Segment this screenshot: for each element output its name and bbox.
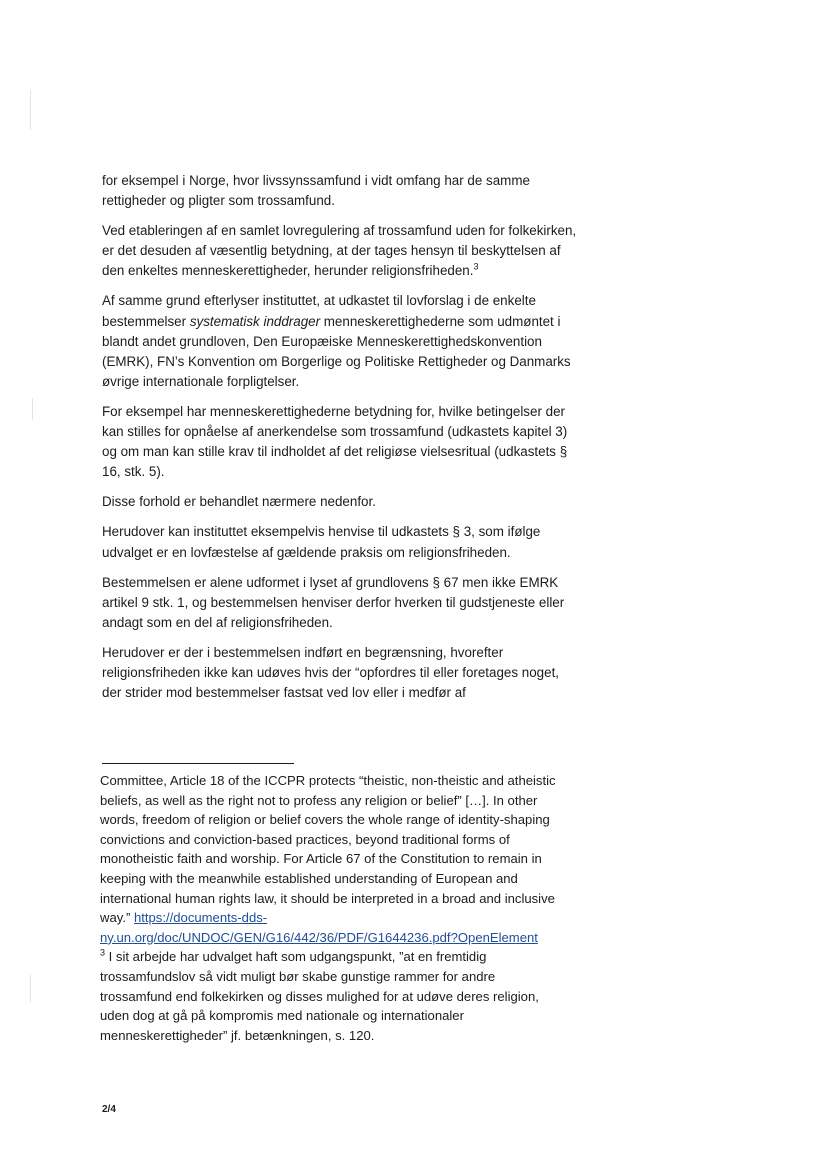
paragraph: Ved etableringen af en samlet lovregulering af trossamfund uden for folkekirken, er det desuden af væsentlig betydning, at der tages hensyn til beskyttelsen af den enkeltes menneskerettigheder, herunder religionsfriheden.$^3$ [102,223,577,279]
footnote-reference[interactable]: 3 [473,261,479,272]
paragraph: for eksempel i Norge, hvor livssynssamfund i vidt omfang har de samme rettigheder og pligter som trossamfund. [102,173,530,209]
paragraph: Af samme grund efterlyser instituttet, at udkastet til lovforslag i de enkelte bestemmelser systematisk inddrager menneskerettighederne som udmøntet i blandt andet grundloven, Den Europæiske Menneskerettighedskonvention (EMRK), FN’s Konvention om Borgerlige og Politiske Rettigheder og Danmarks øvrige internationale forpligtelser. [102,293,571,389]
paragraph: For eksempel har menneskerettighederne betydning for, hvilke betingelser der kan stilles for opnåelse af anerkendelse som trossamfund (udkastets kapitel 3) og om man kan stille krav til indholdet af det religiøse vielsesritual (udkastets § 16, stk. 5). [102,403,568,480]
page-number: 2/4 [102,1104,116,1115]
paragraph: Herudover kan instituttet eksempelvis henvise til udkastets § 3, som ifølge udvalget er en lovfæstelse af gældende praksis om religionsfriheden. [102,524,541,560]
footnote-marker: 3 [100,947,106,958]
footnotes [100,771,570,1045]
emphasis: systematisk inddrager [189,313,321,329]
footnote-2-continued: Committee, Article 18 of the ICCPR protects “theistic, non-theistic and atheistic beliefs, as well as the right not to profess any religion or belief” […]. In other words, freedom of religion or belief covers the whole range of identity-shaping convictions and conviction-based practices, beyond traditional forms of monotheistic faith and worship. For Article 67 of the Constitution to remain in keeping with the meanwhile established understanding of European and international human rights law, it should be interpreted in a broad and inclusive way.” https://documents-dds-ny.un.org/doc/UNDOC/GEN/G16/442/36/PDF/G1644236.pdf?OpenElement [100,773,556,945]
scan-artifact [30,90,31,130]
paragraph: Herudover er der i bestemmelsen indført en begrænsning, hvorefter religionsfriheden ikke kan udøves hvis der “opfordres til eller foretages noget, der strider mod bestemmelser fastsat ved lov eller i medfør af [102,644,560,701]
paragraph: Disse forhold er behandlet nærmere nedenfor. [102,494,376,510]
footnote-separator [102,763,294,764]
footnote-3: $^3$ I sit arbejde har udvalget haft som udgangspunkt, ”at en fremtidig trossamfundslov så vidt muligt bør skabe gunstige rammer for andre trossamfund end folkekirken og disses mulighed for at udøve deres religion, uden dog at gå på kompromis med nationale og internationaler menneskerettigheder” jf. betænkningen, s. 120. [100,947,539,1043]
scan-artifact [30,975,31,1003]
body-text [102,171,582,713]
paragraph: Bestemmelsen er alene udformet i lyset af grundlovens § 67 men ikke EMRK artikel 9 stk. 1, og bestemmelsen henviser derfor hverken til gudstjeneste eller andagt som en del af religionsfriheden. [102,574,565,630]
footnote-link[interactable]: https://documents-dds-ny.un.org/doc/UNDOC/GEN/G16/442/36/PDF/G1644236.pdf?OpenElement [100,910,538,945]
scan-artifact [32,398,33,420]
